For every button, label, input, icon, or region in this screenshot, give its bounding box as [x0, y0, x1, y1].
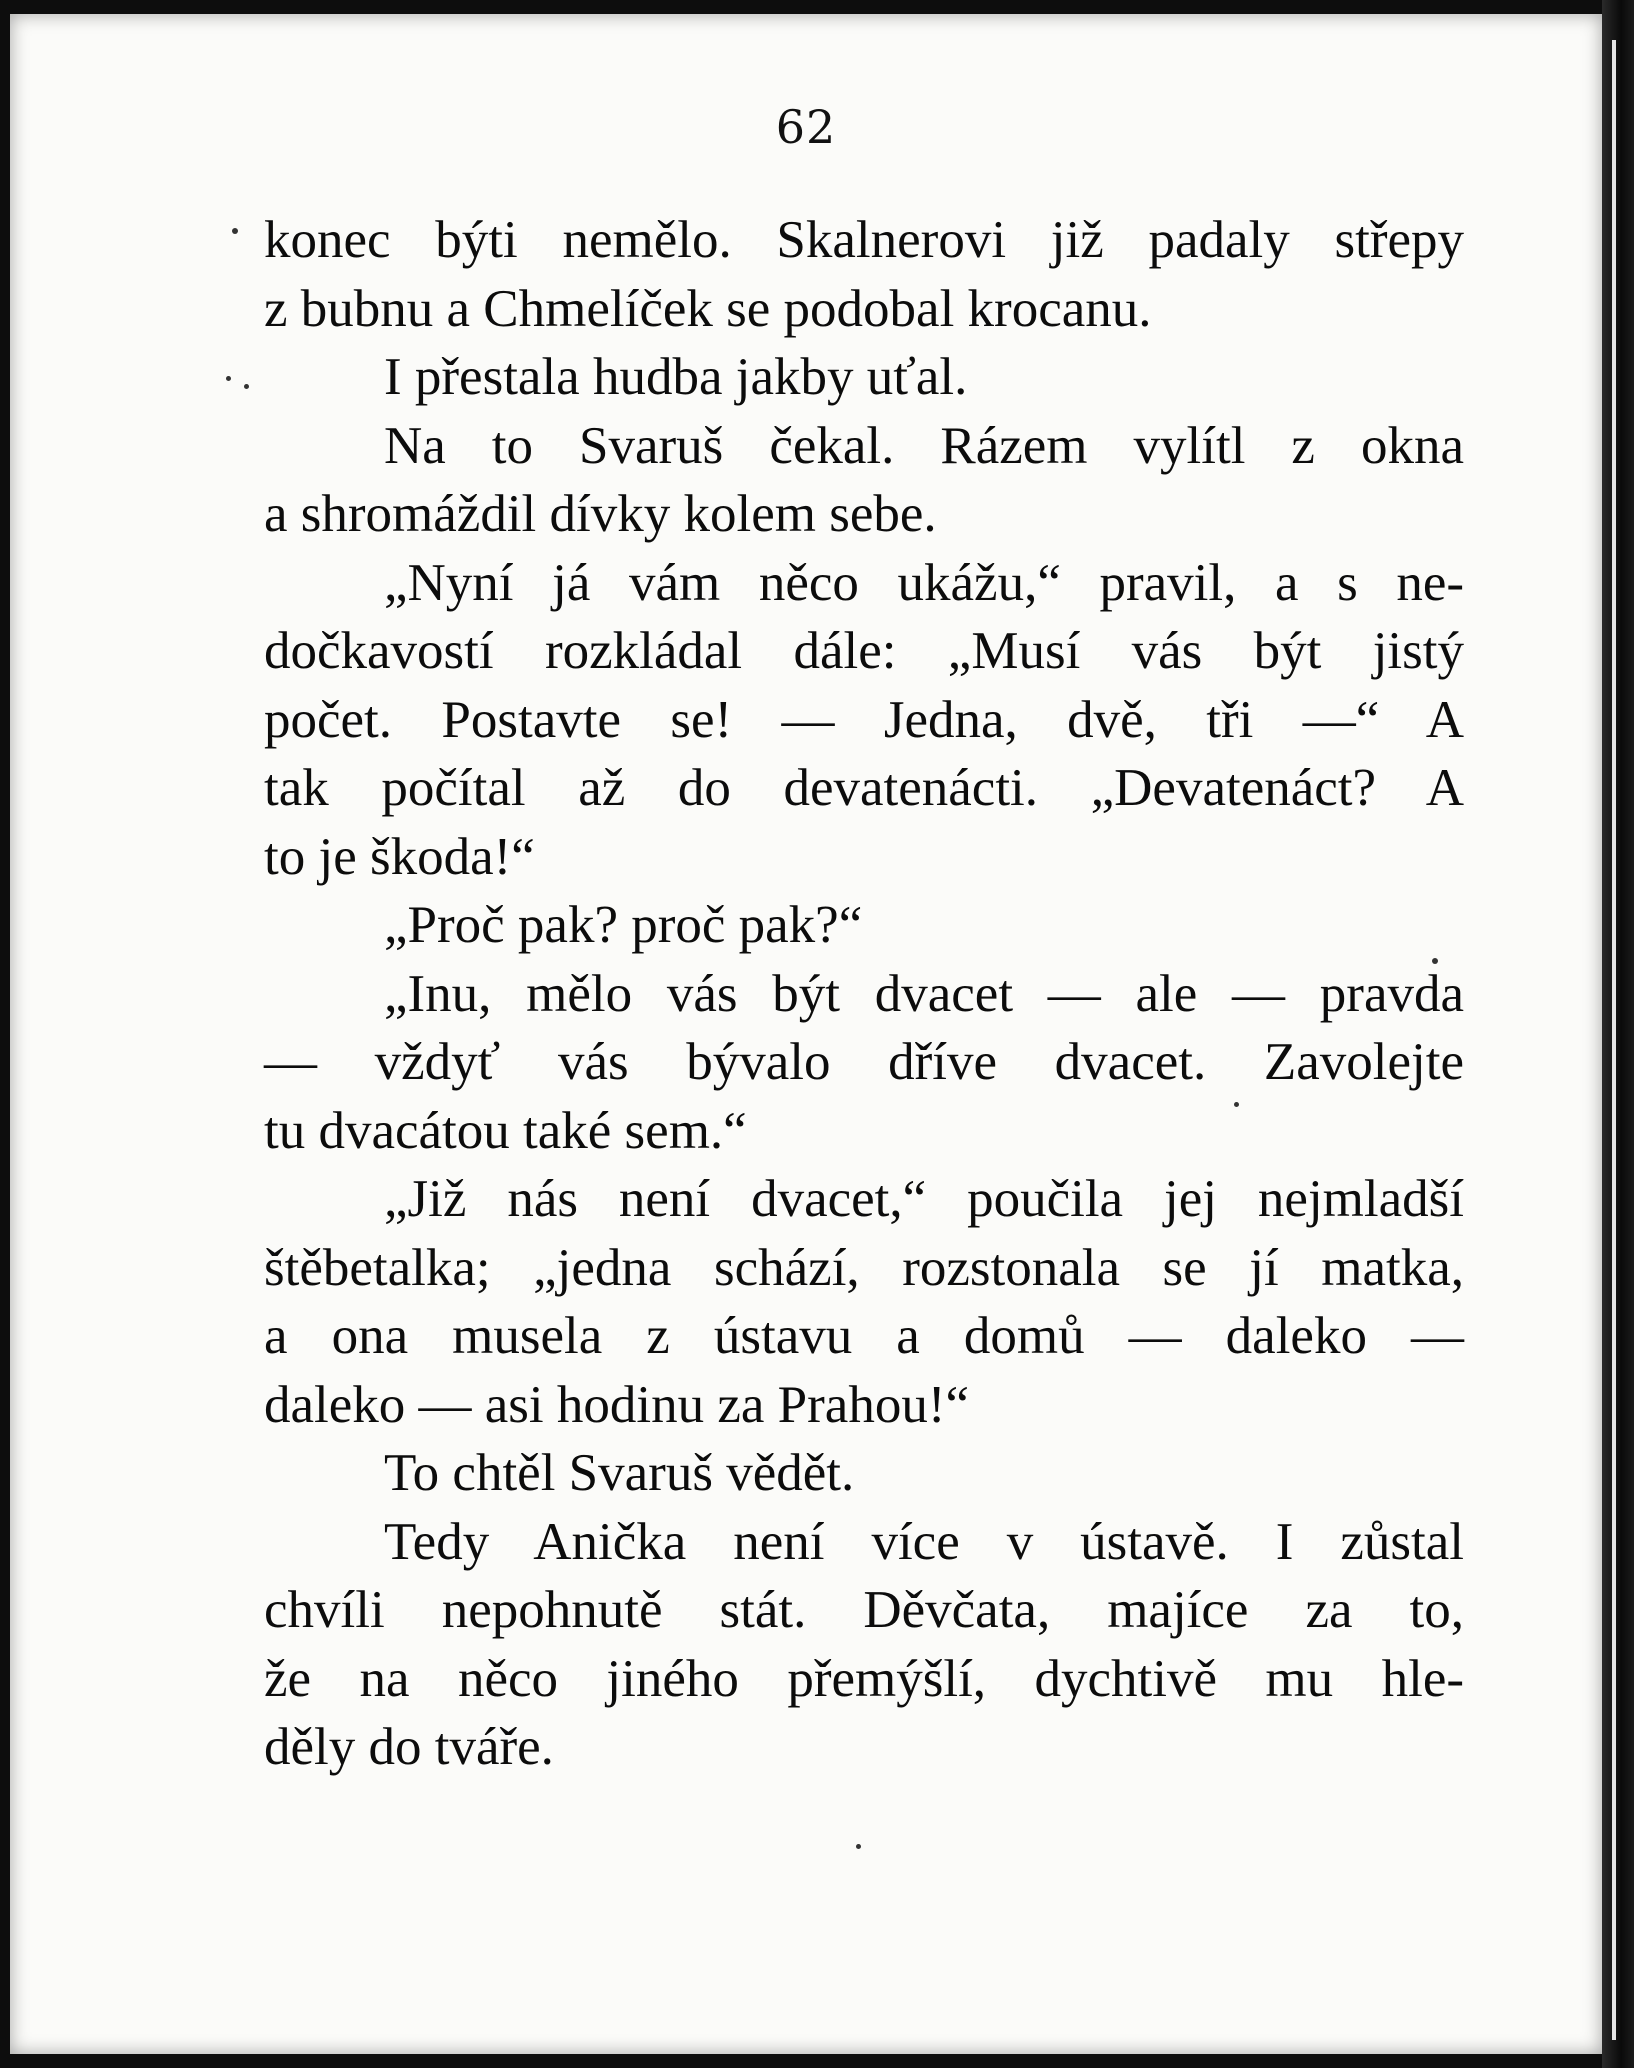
- text-line: dočkavostí rozkládal dále: „Musí vás být jistý: [264, 622, 1464, 680]
- scan-speck: [244, 384, 249, 389]
- text-line: a ona musela z ústavu a domů — daleko —: [264, 1307, 1464, 1365]
- scan-speck: [856, 1844, 861, 1849]
- text-line: „Nyní já vám něco ukážu,“ pravil, a s ne-: [384, 553, 1464, 612]
- text-line: „Již nás není dvacet,“ poučila jej nejmladší: [384, 1170, 1464, 1228]
- text-line: z bubnu a Chmelíček se podobal krocanu.: [264, 279, 1152, 338]
- text-line: štěbetalka; „jedna schází, rozstonala se jí matka,: [264, 1238, 1464, 1297]
- text-line: daleko — asi hodinu za Prahou!“: [264, 1375, 969, 1434]
- book-page: [10, 14, 1602, 2054]
- text-line: — vždyť vás bývalo dříve dvacet. Zavolejte: [264, 1033, 1464, 1091]
- text-line: „Proč pak? proč pak?“: [384, 896, 863, 954]
- book-edge: [1602, 0, 1634, 2068]
- text-line: To chtěl Svaruš vědět.: [384, 1444, 855, 1502]
- text-line: to je škoda!“: [264, 827, 535, 886]
- text-line: „Inu, mělo vás být dvacet — ale — pravda: [384, 964, 1464, 1023]
- text-line: že na něco jiného přemýšlí, dychtivě mu hle-: [264, 1649, 1464, 1708]
- book-edge-highlight: [1612, 40, 1616, 2040]
- text-line: tak počítal až do devatenácti. „Devatenáct? A: [264, 759, 1464, 817]
- scan-speck: [226, 376, 231, 381]
- scan-speck: [1432, 958, 1438, 964]
- text-line: Tedy Anička není více v ústavě. I zůstal: [384, 1512, 1464, 1571]
- text-line: chvíli nepohnutě stát. Děvčata, majíce za to,: [264, 1581, 1464, 1639]
- page-number: 62: [775, 100, 837, 154]
- text-line: konec býti nemělo. Skalnerovi již padaly střepy: [264, 211, 1464, 269]
- scan-speck: [1234, 1102, 1239, 1107]
- text-line: Na to Svaruš čekal. Rázem vylítl z okna: [384, 416, 1464, 475]
- text-line: a shromáždil dívky kolem sebe.: [264, 485, 937, 543]
- body-text: [264, 206, 1464, 1782]
- scan-speck: [232, 228, 238, 234]
- text-line: tu dvacátou také sem.“: [264, 1101, 747, 1160]
- text-line: počet. Postavte se! — Jedna, dvě, tři —“ A: [264, 690, 1464, 749]
- text-line: děly do tváře.: [264, 1718, 554, 1776]
- text-line: I přestala hudba jakby uťal.: [384, 348, 968, 406]
